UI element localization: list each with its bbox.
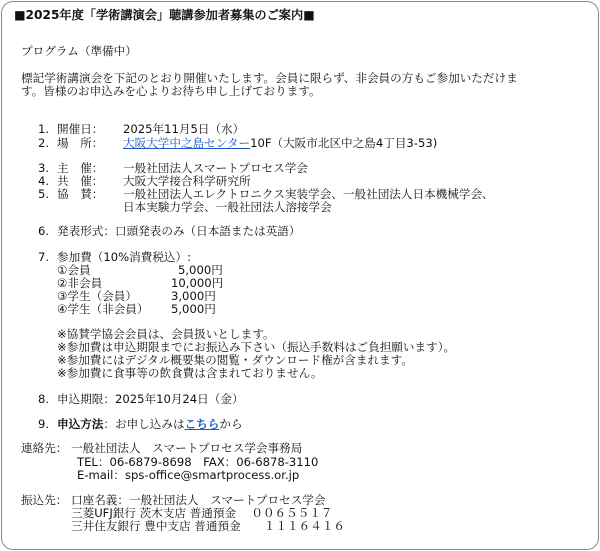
fee-note-4: ※参加費に食事等の飲食費は含まれておりません。	[57, 366, 323, 380]
fee-nonmember-label: ②非会員	[57, 276, 103, 290]
contact-org: 一般社団法人 スマートプロセス学会事務局	[71, 441, 303, 455]
fee-member-label: ①会員	[57, 263, 91, 277]
support-value-2: 日本実験力学会、一般社団法人溶接学会	[123, 200, 332, 214]
item-number-7: 7.	[38, 250, 50, 264]
cosponsor-value: 大阪大学接合科学研究所	[123, 174, 251, 188]
fee-student-member-label: ③学生（会員）	[57, 289, 137, 303]
fee-member-price: 5,000円	[178, 263, 223, 277]
date-value: 2025年11月5日（水）	[123, 122, 245, 136]
item-number-2: 2.	[38, 136, 50, 150]
contact-label: 連絡先：	[21, 441, 68, 455]
intro-line-1: 標記学術講演会を下記のとおり開催いたします。会員に限らず、非会員の方もご参加いただけま	[21, 71, 518, 85]
item-number-9: 9.	[38, 417, 50, 431]
fee-student-nonmember-label: ④学生（非会員）	[57, 302, 149, 316]
apply-mid: ：お申し込みは	[103, 417, 185, 431]
item-number-8: 8.	[38, 392, 50, 406]
item-number-4: 4.	[38, 174, 50, 188]
organizer-label: 主 催：	[57, 161, 104, 175]
fee-heading: 参加費（10%消費税込）:	[57, 250, 192, 264]
announcement-frame	[1, 1, 599, 550]
apply-link[interactable]: こちら	[184, 417, 220, 431]
item-number-1: 1.	[38, 122, 50, 136]
support-value-1: 一般社団法人エレクトロニクス実装学会、一般社団法人日本機械学会、	[123, 187, 494, 201]
intro-line-2: す。皆様のお申込みを心よりお待ち申し上げております。	[21, 84, 321, 98]
program-note: プログラム（準備中）	[21, 44, 137, 58]
fee-note-1: ※協賛学協会会員は、会員扱いとします。	[57, 327, 275, 341]
bank-smbc: 三井住友銀行 豊中支店 普通預金 １１１６４１６	[71, 519, 346, 533]
bank-account-name: 口座名義：一般社団法人 スマートプロセス学会	[71, 493, 326, 507]
apply-label: 申込方法	[57, 417, 104, 431]
deadline-value: 申込期限：2025年10月24日（金）	[57, 392, 244, 406]
venue-label: 場 所：	[57, 136, 104, 150]
apply-tail: から	[219, 417, 243, 431]
venue-address: 10F（大阪市北区中之島4丁目3-53)	[250, 136, 438, 150]
apply-line	[57, 418, 243, 431]
item-number-5: 5.	[38, 187, 50, 201]
cosponsor-label: 共 催：	[57, 174, 104, 188]
bank-mufg: 三菱UFJ銀行 茨木支店 普通預金 ００６５５１７	[71, 506, 333, 520]
fee-note-3: ※参加費にはデジタル概要集の閲覧・ダウンロード権が含まれます。	[57, 353, 413, 367]
format-value: 発表形式：口頭発表のみ（日本語または英語）	[57, 224, 301, 238]
fee-nonmember-price: 10,000円	[171, 276, 224, 290]
venue-value	[123, 137, 437, 150]
fee-note-2: ※参加費は申込期限までにお振込み下さい（振込手数料はご負担願います）。	[57, 340, 456, 354]
fee-student-member-price: 3,000円	[171, 289, 216, 303]
item-number-6: 6.	[38, 224, 50, 238]
organizer-value: 一般社団法人スマートプロセス学会	[123, 161, 308, 175]
page-title: ■2025年度「学術講演会」聴講参加者募集のご案内■	[14, 8, 315, 22]
contact-email: E-mail：sps-office@smartprocess.or.jp	[77, 468, 300, 482]
contact-phone-fax: TEL：06-6879-8698 FAX：06-6878-3110	[77, 455, 319, 469]
venue-link[interactable]: 大阪大学中之島センター	[123, 136, 251, 150]
fee-student-nonmember-price: 5,000円	[171, 302, 216, 316]
support-label: 協 賛：	[57, 187, 104, 201]
bank-label: 振込先：	[21, 493, 68, 507]
date-label: 開催日：	[57, 122, 104, 136]
item-number-3: 3.	[38, 161, 50, 175]
